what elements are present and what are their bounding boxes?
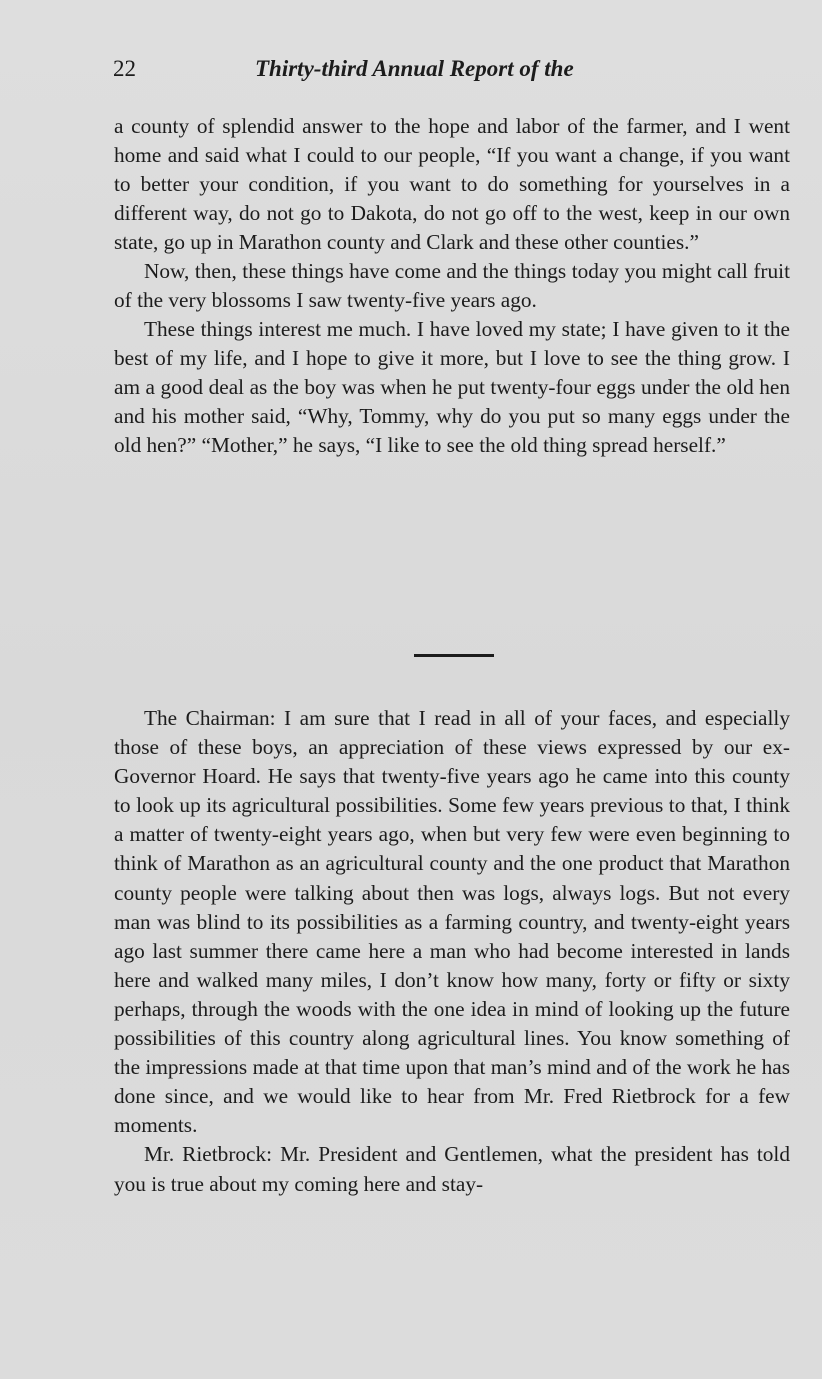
running-head xyxy=(113,56,793,90)
paragraph: Now, then, these things have come and the things today you might call fruit of the very blossoms I saw twenty-five years ago. xyxy=(114,259,790,312)
running-title: Thirty-third Annual Report of the xyxy=(255,56,574,81)
paragraph: These things interest me much. I have loved my state; I have given to it the best of my life, and I hope to give it more, but I love to see the thing grow. I am a good deal as the boy was when he put twenty-four eggs under the old hen and his mother said, “Why, Tommy, why do you put so many eggs under the old hen?” “Mother,” he says, “I like to see the old thing spread herself.” xyxy=(114,317,790,457)
paragraph: The Chairman: I am sure that I read in all of your faces, and especially those of these boys, an appreciation of these views expressed by our ex-Governor Hoard. He says that twenty-five years ago he came into this county to look up its agricultural possibilities. Some few years previous to that, I think a matter of twenty-eight years ago, when but very few were even beginning to think of Marathon as an agricultural county and the one product that Marathon county people were talking about then was logs, always logs. But not every man was blind to its possibilities as a farming country, and twenty-eight years ago last summer there came here a man who had become interested in lands here and walked many miles, I don’t know how many, forty or fifty or sixty perhaps, through the woods with the one idea in mind of looking up the future possibilities of this country along agricultural lines. You know something of the impressions made at that time upon that man’s mind and of the work he has done since, and we would like to hear from Mr. Fred Rietbrock for a few moments. xyxy=(114,706,790,1138)
body-text-section-2 xyxy=(114,704,790,1199)
section-divider-rule xyxy=(414,654,494,657)
body-text-section-1 xyxy=(114,112,790,460)
paragraph: Mr. Rietbrock: Mr. President and Gentlemen, what the president has told you is true about my coming here and stay- xyxy=(114,1142,790,1196)
paragraph: a county of splendid answer to the hope and labor of the farmer, and I went home and said what I could to our people, “If you want a change, if you want to better your condition, if you want to do something for yourselves in a different way, do not go to Dakota, do not go off to the west, keep in our own state, go up in Marathon county and Clark and these other counties.” xyxy=(114,114,790,254)
page-number: 22 xyxy=(113,56,136,81)
